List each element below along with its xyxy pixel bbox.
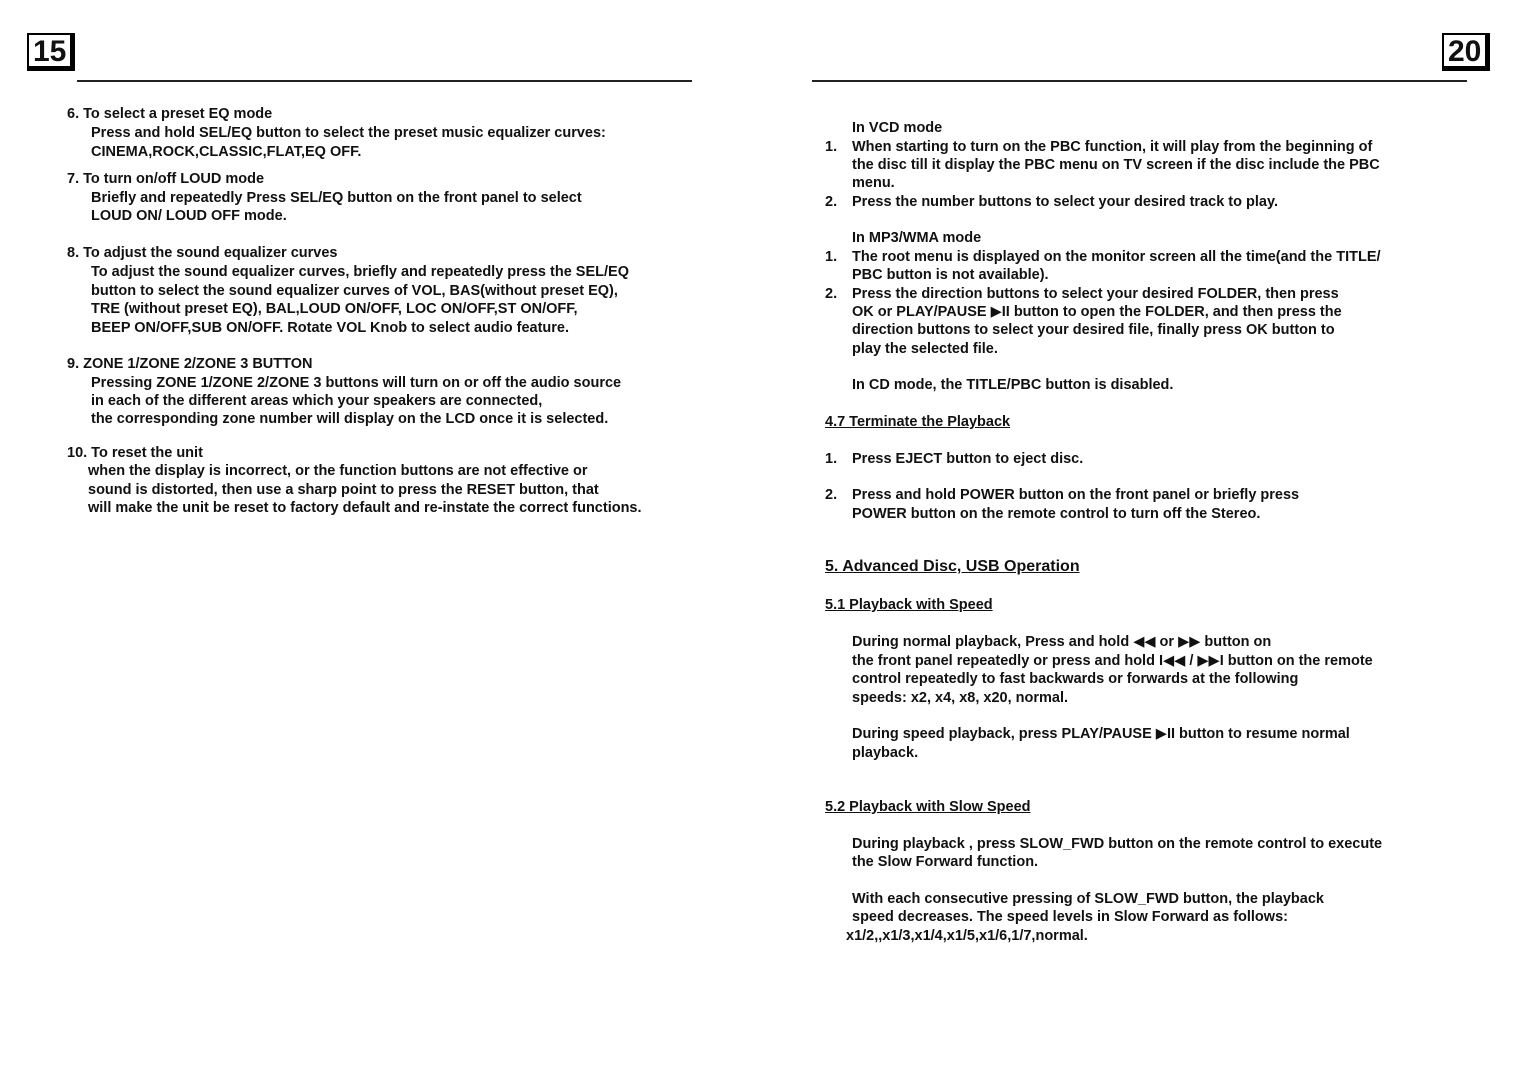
- list-number: 1.: [825, 139, 838, 155]
- section-9-line: in each of the different areas which your speakers are connected,: [91, 393, 543, 409]
- speed-para-line: control repeatedly to fast backwards or forwards at the following: [852, 671, 1299, 687]
- terminate-item-line: Press EJECT button to eject disc.: [852, 451, 1084, 467]
- speed-para-line: During speed playback, press PLAY/PAUSE ▶II button to resume normal: [852, 726, 1350, 742]
- mp3-item-line: OK or PLAY/PAUSE ▶II button to open the FOLDER, and then press the: [852, 304, 1342, 320]
- vcd-item-line: Press the number buttons to select your desired track to play.: [852, 194, 1278, 210]
- section-7-line: Briefly and repeatedly Press SEL/EQ button on the front panel to select: [91, 190, 582, 206]
- mp3-item-line: PBC button is not available).: [852, 267, 1049, 283]
- section-9-line: Pressing ZONE 1/ZONE 2/ZONE 3 buttons will turn on or off the audio source: [91, 375, 622, 391]
- slow-playback-heading: 5.2 Playback with Slow Speed: [825, 799, 1031, 815]
- mp3-item-line: direction buttons to select your desired file, finally press OK button to: [852, 322, 1335, 338]
- speed-para-line: speeds: x2, x4, x8, x20, normal.: [852, 690, 1069, 706]
- terminate-item-line: POWER button on the remote control to turn off the Stereo.: [852, 506, 1261, 522]
- list-number: 1.: [825, 451, 838, 467]
- list-number: 2.: [825, 286, 838, 302]
- section-8-line: To adjust the sound equalizer curves, briefly and repeatedly press the SEL/EQ: [91, 264, 629, 280]
- vcd-mode-title: In VCD mode: [852, 120, 943, 136]
- slow-para-line: speed decreases. The speed levels in Slow Forward as follows:: [852, 909, 1288, 925]
- vcd-item-line: When starting to turn on the PBC function, it will play from the beginning of: [852, 139, 1373, 155]
- cd-mode-note: In CD mode, the TITLE/PBC button is disabled.: [852, 377, 1174, 393]
- terminate-item-line: Press and hold POWER button on the front panel or briefly press: [852, 487, 1300, 503]
- section-10-line: when the display is incorrect, or the function buttons are not effective or: [88, 463, 588, 479]
- mp3-item-line: The root menu is displayed on the monitor screen all the time(and the TITLE/: [852, 249, 1381, 265]
- slow-para-line: the Slow Forward function.: [852, 854, 1039, 870]
- advanced-operation-heading: 5. Advanced Disc, USB Operation: [825, 558, 1080, 575]
- section-6-heading: 6. To select a preset EQ mode: [67, 106, 273, 122]
- slow-para-line: With each consecutive pressing of SLOW_FWD button, the playback: [852, 891, 1324, 907]
- list-number: 2.: [825, 487, 838, 503]
- mp3-item-line: play the selected file.: [852, 341, 998, 357]
- speed-para-line: During normal playback, Press and hold ◀◀ or ▶▶ button on: [852, 634, 1272, 650]
- section-8-line: TRE (without preset EQ), BAL,LOUD ON/OFF, LOC ON/OFF,ST ON/OFF,: [91, 301, 578, 317]
- slow-para-line: x1/2,,x1/3,x1/4,x1/5,x1/6,1/7,normal.: [846, 928, 1088, 944]
- mp3-item-line: Press the direction buttons to select your desired FOLDER, then press: [852, 286, 1339, 302]
- section-8-line: button to select the sound equalizer curves of VOL, BAS(without preset EQ),: [91, 283, 618, 299]
- section-10-heading: 10. To reset the unit: [67, 445, 203, 461]
- vcd-item-line: the disc till it display the PBC menu on TV screen if the disc include the PBC: [852, 157, 1380, 173]
- terminate-heading: 4.7 Terminate the Playback: [825, 414, 1011, 430]
- section-6-line: CINEMA,ROCK,CLASSIC,FLAT,EQ OFF.: [91, 144, 362, 160]
- section-8-heading: 8. To adjust the sound equalizer curves: [67, 245, 338, 261]
- header-rule-left: [77, 80, 692, 82]
- section-10-line: sound is distorted, then use a sharp point to press the RESET button, that: [88, 482, 599, 498]
- header-rule-right: [812, 80, 1467, 82]
- section-10-line: will make the unit be reset to factory default and re-instate the correct functions.: [88, 500, 642, 516]
- speed-para-line: playback.: [852, 745, 919, 761]
- list-number: 1.: [825, 249, 838, 265]
- speed-para-line: the front panel repeatedly or press and hold I◀◀ / ▶▶I button on the remote: [852, 653, 1373, 669]
- vcd-item-line: menu.: [852, 175, 895, 191]
- list-number: 2.: [825, 194, 838, 210]
- section-8-line: BEEP ON/OFF,SUB ON/OFF. Rotate VOL Knob to select audio feature.: [91, 320, 570, 336]
- speed-playback-heading: 5.1 Playback with Speed: [825, 597, 993, 613]
- slow-para-line: During playback , press SLOW_FWD button on the remote control to execute: [852, 836, 1383, 852]
- page-number-right: 20: [1442, 33, 1490, 71]
- section-9-heading: 9. ZONE 1/ZONE 2/ZONE 3 BUTTON: [67, 356, 313, 372]
- section-7-line: LOUD ON/ LOUD OFF mode.: [91, 208, 287, 224]
- page-number-left: 15: [27, 33, 75, 71]
- section-6-line: Press and hold SEL/EQ button to select the preset music equalizer curves:: [91, 125, 606, 141]
- section-9-line: the corresponding zone number will display on the LCD once it is selected.: [91, 411, 609, 427]
- section-7-heading: 7. To turn on/off LOUD mode: [67, 171, 265, 187]
- mp3-mode-title: In MP3/WMA mode: [852, 230, 982, 246]
